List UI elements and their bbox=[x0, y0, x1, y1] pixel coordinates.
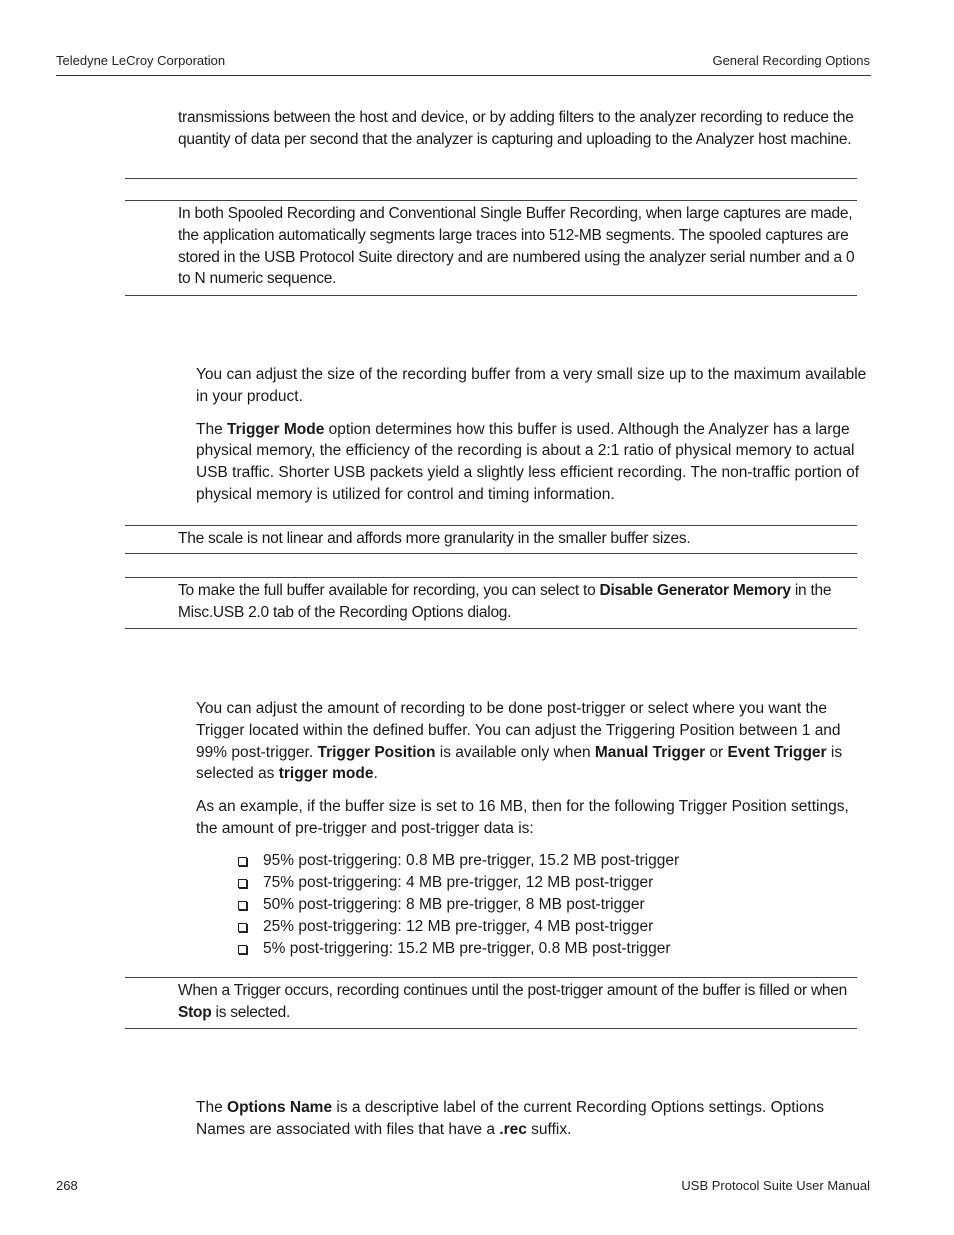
note-trigger-rule-top bbox=[125, 977, 857, 978]
running-header-section: General Recording Options bbox=[712, 53, 870, 68]
note-rule-bottom bbox=[125, 178, 857, 179]
page-number: 268 bbox=[56, 1178, 78, 1193]
checkbox-bullet-icon bbox=[238, 857, 247, 866]
trigger-mode-term: Trigger Mode bbox=[227, 420, 325, 438]
note-generator-rule-bottom bbox=[125, 628, 857, 629]
list-item: 5% post-triggering: 15.2 MB pre-trigger, 0.8 MB post-trigger bbox=[236, 938, 856, 960]
note-scale-text: The scale is not linear and affords more granularity in the smaller buffer sizes. bbox=[178, 530, 691, 547]
buffer-size-section bbox=[196, 364, 868, 506]
options-name-term: Options Name bbox=[227, 1099, 333, 1116]
note-scale-rule-top bbox=[125, 525, 857, 526]
buffer-size-paragraph-1: You can adjust the size of the recording buffer from a very small size up to the maximum available in your product. bbox=[196, 366, 867, 405]
trigger-position-section bbox=[196, 698, 868, 840]
checkbox-bullet-icon bbox=[238, 945, 247, 954]
trigger-position-paragraph-2: As an example, if the buffer size is set to 16 MB, then for the following Trigger Position settings, the amount of pre-trigger and post-trigger data is: bbox=[196, 798, 849, 837]
header-divider bbox=[56, 75, 871, 76]
note-generator-text: To make the full buffer available for recording, you can select to Disable Generator Memory in the Misc.USB 2.0 tab of the Recording Options dialog. bbox=[178, 582, 832, 621]
list-item: 95% post-triggering: 0.8 MB pre-trigger, 15.2 MB post-trigger bbox=[236, 850, 856, 872]
trigger-position-examples-list bbox=[236, 850, 856, 960]
list-item: 75% post-triggering: 4 MB pre-trigger, 12 MB post-trigger bbox=[236, 872, 856, 894]
options-name-paragraph: The Options Name is a descriptive label of the current Recording Options settings. Options Names are associated with files that have a .rec suffix. bbox=[196, 1099, 825, 1138]
note-segments-rule-top bbox=[125, 200, 857, 201]
note-trigger-rule-bottom bbox=[125, 1028, 857, 1029]
stop-term: Stop bbox=[178, 1003, 212, 1021]
trigger-position-paragraph-1: You can adjust the amount of recording to be done post-trigger or select where you want the Trigger located within the defined buffer. You can adjust the Triggering Position between 1 and 99% post-trigger. Trigger Position is available only when Manual Trigger or Event Trigger is selected as trigger mode. bbox=[196, 700, 843, 783]
note-scale-rule-bottom bbox=[125, 553, 857, 554]
list-item: 25% post-triggering: 12 MB pre-trigger, 4 MB post-trigger bbox=[236, 916, 856, 938]
list-item: 50% post-triggering: 8 MB pre-trigger, 8 MB post-trigger bbox=[236, 894, 856, 916]
rec-suffix-term: .rec bbox=[499, 1120, 527, 1138]
note-segments-text: In both Spooled Recording and Conventional Single Buffer Recording, when large captures are made, the application automatically segments large traces into 512-MB segments. The spooled captures are stored in the USB Protocol Suite directory and are numbered using the analyzer serial number and a 0 to N numeric sequence. bbox=[178, 205, 855, 288]
checkbox-bullet-icon bbox=[238, 879, 247, 888]
running-footer-manual-title: USB Protocol Suite User Manual bbox=[681, 1178, 870, 1193]
buffer-size-paragraph-2: The Trigger Mode option determines how this buffer is used. Although the Analyzer has a large physical memory, the efficiency of the recording is about a 2:1 ratio of physical memory to actual USB traffic. Shorter USB packets yield a slightly less efficient recording. The non-traffic portion of physical memory is utilized for control and timing information. bbox=[196, 420, 860, 503]
running-header-company: Teledyne LeCroy Corporation bbox=[56, 53, 226, 68]
note-continuation-text: transmissions between the host and device, or by adding filters to the analyzer recording to reduce the quantity of data per second that the analyzer is capturing and uploading to the Analyzer host machine. bbox=[178, 109, 854, 148]
checkbox-bullet-icon bbox=[238, 923, 247, 932]
note-trigger-text: When a Trigger occurs, recording continues until the post-trigger amount of the buffer is filled or when Stop is selected. bbox=[178, 982, 847, 1021]
disable-generator-memory-term: Disable Generator Memory bbox=[599, 582, 791, 599]
checkbox-bullet-icon bbox=[238, 901, 247, 910]
note-generator-rule-top bbox=[125, 577, 857, 578]
note-segments-rule-bottom bbox=[125, 295, 857, 296]
